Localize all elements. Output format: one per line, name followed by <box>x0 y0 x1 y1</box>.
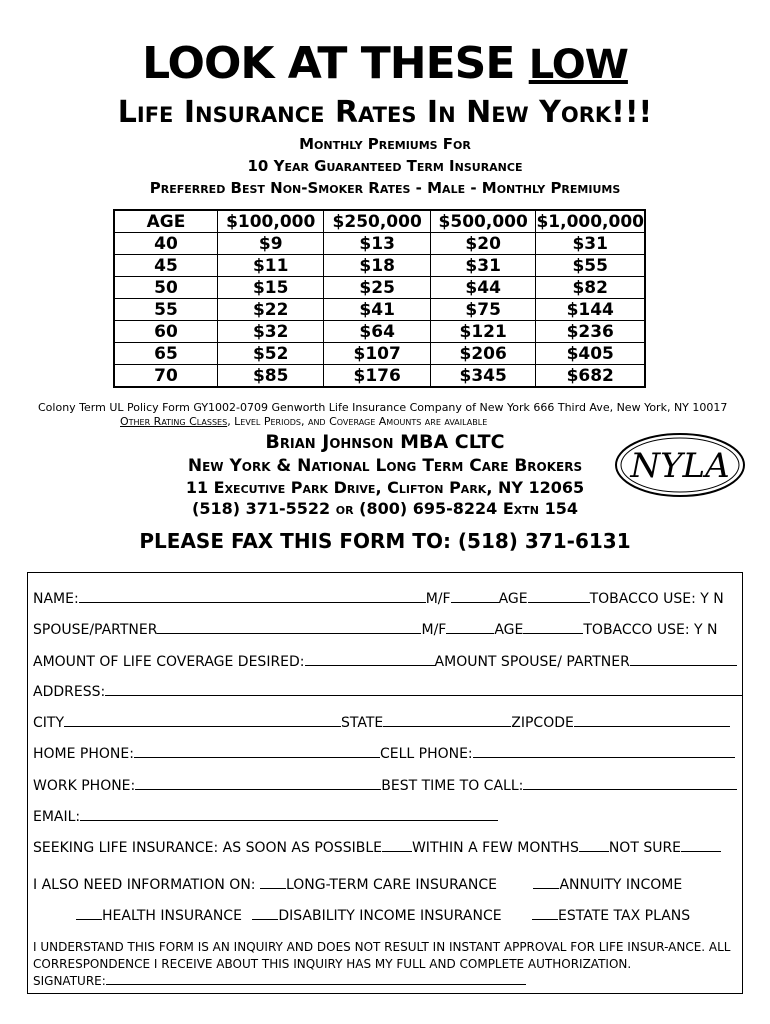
few-months-field[interactable] <box>579 839 609 852</box>
amount-spouse-label: AMOUNT SPOUSE/ PARTNER <box>434 654 630 670</box>
best-time-label: BEST TIME TO CALL: <box>381 778 524 794</box>
spouse-mf-label: M/F <box>421 622 447 638</box>
signature-field[interactable] <box>106 974 526 985</box>
premium-cell: $82 <box>536 277 645 299</box>
premium-cell: $32 <box>217 321 323 343</box>
annuity-label: ANNUITY INCOME <box>559 877 683 893</box>
signature-label: SIGNATURE: <box>33 974 106 988</box>
disability-label: DISABILITY INCOME INSURANCE <box>278 908 502 924</box>
broker-company: New York & National Long Term Care Brokers <box>187 456 583 476</box>
ltc-label: LONG-TERM CARE INSURANCE <box>285 877 497 893</box>
table-header-row <box>114 210 645 233</box>
premium-cell: $405 <box>536 343 645 365</box>
age-label: AGE <box>498 591 528 607</box>
table-row <box>114 365 645 388</box>
age-cell: 50 <box>114 277 217 299</box>
column-header: $1,000,000 <box>536 211 644 232</box>
premium-cell: $31 <box>536 233 645 255</box>
spouse-field[interactable] <box>157 621 421 634</box>
home-phone-label: HOME PHONE: <box>33 746 134 762</box>
title-prefix: LOOK AT THESE <box>142 38 515 89</box>
city-label: CITY <box>33 715 65 731</box>
not-sure-label: NOT SURE <box>608 840 682 856</box>
table-row <box>114 299 645 321</box>
work-phone-field[interactable] <box>135 777 381 790</box>
authorization-statement <box>33 939 741 990</box>
signature-row <box>33 973 741 990</box>
age-cell: 45 <box>114 255 217 277</box>
broker-address: 11 Executive Park Drive, Clifton Park, NY 12065 <box>185 478 585 497</box>
name-label: NAME: <box>33 591 79 607</box>
column-header: $250,000 <box>324 210 430 233</box>
best-time-field[interactable] <box>523 777 737 790</box>
premium-cell: $41 <box>324 299 430 321</box>
premium-cell: $22 <box>217 299 323 321</box>
health-label: HEALTH INSURANCE <box>102 908 242 924</box>
cell-phone-label: CELL PHONE: <box>379 746 473 762</box>
phone-row <box>33 745 735 763</box>
broker-phones: (518) 371-5522 or (800) 695-8224 Extn 154 <box>192 499 578 518</box>
rates-heading: Preferred Best Non-Smoker Rates - Male - Monthly Premiums <box>149 179 621 197</box>
other-options-rest: , Level Periods, and Coverage Amounts are available <box>227 415 488 428</box>
premium-cell: $55 <box>536 255 645 277</box>
work-phone-label: WORK PHONE: <box>33 778 136 794</box>
amount-row <box>33 653 737 671</box>
more-info-row <box>76 907 690 925</box>
other-classes-text: Other Rating Classes <box>120 415 228 428</box>
state-field[interactable] <box>383 714 511 727</box>
zip-field[interactable] <box>574 714 730 727</box>
estate-label: ESTATE TAX PLANS <box>558 908 691 924</box>
mf-field[interactable] <box>451 590 499 603</box>
table-row <box>114 233 645 255</box>
address-label: ADDRESS: <box>33 684 106 700</box>
age-cell: 65 <box>114 343 217 365</box>
other-options-note <box>120 415 487 429</box>
title-emphasis: LOW <box>528 42 628 88</box>
email-field[interactable] <box>80 808 498 821</box>
address-row <box>33 683 742 701</box>
table-row <box>114 343 645 365</box>
home-phone-field[interactable] <box>134 745 380 758</box>
also-info-label: I ALSO NEED INFORMATION ON: <box>33 877 256 893</box>
premium-cell: $345 <box>430 365 536 388</box>
page-subtitle: Life Insurance Rates In New York!!! <box>117 95 653 130</box>
state-label: STATE <box>341 715 384 731</box>
column-header: $100,000 <box>217 210 323 233</box>
inquiry-form <box>27 572 743 994</box>
asap-field[interactable] <box>382 839 412 852</box>
column-header: $500,000 <box>430 210 536 233</box>
work-row <box>33 777 737 795</box>
premium-cell: $18 <box>324 255 430 277</box>
age-cell: 60 <box>114 321 217 343</box>
premium-cell: $682 <box>536 365 645 388</box>
premium-cell: $15 <box>217 277 323 299</box>
premium-cell: $107 <box>324 343 430 365</box>
premium-cell: $64 <box>324 321 430 343</box>
cell-phone-field[interactable] <box>473 745 735 758</box>
premium-cell: $11 <box>217 255 323 277</box>
premium-cell: $75 <box>430 299 536 321</box>
few-months-label: WITHIN A FEW MONTHS <box>411 840 579 856</box>
premium-cell: $20 <box>430 233 536 255</box>
zip-label: ZIPCODE <box>511 715 574 731</box>
amount-spouse-field[interactable] <box>630 653 737 666</box>
premium-cell: $25 <box>324 277 430 299</box>
nyla-logo <box>614 432 746 498</box>
rates-table <box>113 209 646 388</box>
name-row <box>33 590 724 608</box>
fax-instruction: PLEASE FAX THIS FORM TO: (518) 371-6131 <box>139 529 631 553</box>
premium-cell: $31 <box>430 255 536 277</box>
name-field[interactable] <box>79 590 426 603</box>
premium-cell: $121 <box>430 321 536 343</box>
premium-cell: $144 <box>536 299 645 321</box>
tobacco-label[interactable]: TOBACCO USE: Y N <box>589 591 724 607</box>
email-label: EMAIL: <box>33 809 81 825</box>
broker-name: Brian Johnson MBA CLTC <box>265 431 505 453</box>
premium-cell: $176 <box>324 365 430 388</box>
health-field[interactable] <box>76 907 102 920</box>
annuity-field[interactable] <box>533 876 559 889</box>
policy-info: Colony Term UL Policy Form GY1002-0709 Genworth Life Insurance Company of New York 666 Third Ave, New York, NY 10017 <box>38 401 728 414</box>
spouse-age-field[interactable] <box>523 621 583 634</box>
premium-cell: $206 <box>430 343 536 365</box>
table-row <box>114 321 645 343</box>
premium-cell: $13 <box>324 233 430 255</box>
age-cell: 55 <box>114 299 217 321</box>
statement-text: I UNDERSTAND THIS FORM IS AN INQUIRY AND DOES NOT RESULT IN INSTANT APPROVAL FOR LIFE INSUR-ANCE. ALL CORRESPONDENCE I RECEIVE ABOUT THIS INQUIRY HAS MY FULL AND COMPLETE AUTHORIZATION. <box>33 940 731 971</box>
page-title <box>0 40 770 89</box>
not-sure-field[interactable] <box>681 839 721 852</box>
spouse-label: SPOUSE/PARTNER <box>33 622 158 638</box>
premium-cell: $44 <box>430 277 536 299</box>
age-cell: 70 <box>114 365 217 388</box>
spouse-mf-field[interactable] <box>446 621 494 634</box>
spouse-tobacco-label[interactable]: TOBACCO USE: Y N <box>583 622 718 638</box>
disability-field[interactable] <box>252 907 278 920</box>
premium-cell: $236 <box>536 321 645 343</box>
seeking-label: SEEKING LIFE INSURANCE: AS SOON AS POSSIBLE <box>33 840 382 856</box>
column-header: AGE <box>114 210 217 233</box>
term-heading: 10 Year Guaranteed Term Insurance <box>247 157 523 175</box>
also-info-row <box>33 876 682 894</box>
age-cell: 40 <box>114 233 217 255</box>
premiums-heading: Monthly Premiums For <box>299 135 471 153</box>
premium-cell: $9 <box>217 233 323 255</box>
amount-label: AMOUNT OF LIFE COVERAGE DESIRED: <box>33 654 305 670</box>
spouse-row <box>33 621 718 639</box>
table-row <box>114 277 645 299</box>
premium-cell: $85 <box>217 365 323 388</box>
spouse-age-label: AGE <box>494 622 524 638</box>
ltc-field[interactable] <box>260 876 286 889</box>
logo-lettering: NYLA <box>630 446 730 486</box>
estate-field[interactable] <box>532 907 558 920</box>
table-row <box>114 255 645 277</box>
age-field[interactable] <box>528 590 590 603</box>
mf-label: M/F <box>425 591 451 607</box>
address-field[interactable] <box>105 683 742 696</box>
premium-cell: $52 <box>217 343 323 365</box>
city-row <box>33 714 730 732</box>
email-row <box>33 808 498 826</box>
city-field[interactable] <box>64 714 341 727</box>
amount-field[interactable] <box>305 653 435 666</box>
seeking-row <box>33 839 721 857</box>
